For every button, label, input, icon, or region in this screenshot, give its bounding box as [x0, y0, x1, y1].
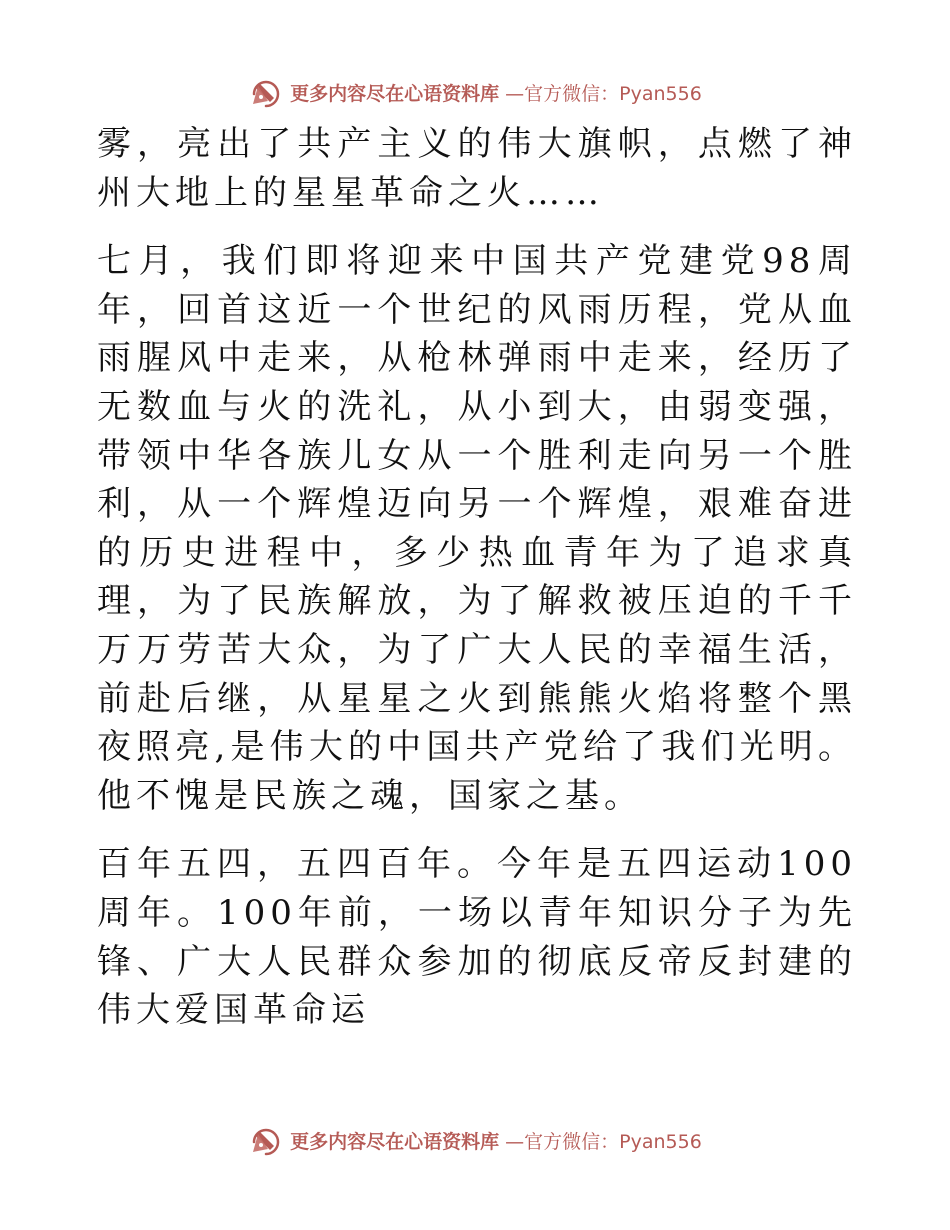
paragraph-3: 百年五四，五四百年。今年是五四运动100周年。100年前，一场以青年知识分子为先锋、广大人民群众参加的彻底反帝反封建的伟大爱国革命运	[97, 844, 857, 1031]
wechat-id-text: —官方微信：Pyan556	[505, 82, 702, 105]
document-body	[97, 120, 857, 1035]
wechat-id-text: —官方微信：Pyan556	[505, 1130, 702, 1153]
pen-nib-logo-icon	[248, 1122, 284, 1158]
brand-text: 更多内容尽在心语资料库	[290, 82, 500, 105]
page-header-watermark	[0, 70, 950, 114]
page-footer-watermark	[0, 1118, 950, 1162]
paragraph-2: 七月，我们即将迎来中国共产党建党98周年，回首这近一个世纪的风雨历程，党从血雨腥风中走来，从枪林弹雨中走来，经历了无数血与火的洗礼，从小到大，由弱变强，带领中华各族儿女从一个胜利走向另一个胜利，从一个辉煌迈向另一个辉煌，艰难奋进的历史进程中，多少热血青年为了追求真理，为了民族解放，为了解救被压迫的千千万万劳苦大众，为了广大人民的幸福生活，前赴后继，从星星之火到熊熊火焰将整个黑夜照亮,是伟大的中国共产党给了我们光明。他不愧是民族之魂，国家之基。	[97, 241, 857, 816]
paragraph-1: 雾，亮出了共产主义的伟大旗帜，点燃了神州大地上的星星革命之火……	[97, 124, 857, 213]
brand-text: 更多内容尽在心语资料库	[290, 1130, 500, 1153]
pen-nib-logo-icon	[248, 74, 284, 110]
